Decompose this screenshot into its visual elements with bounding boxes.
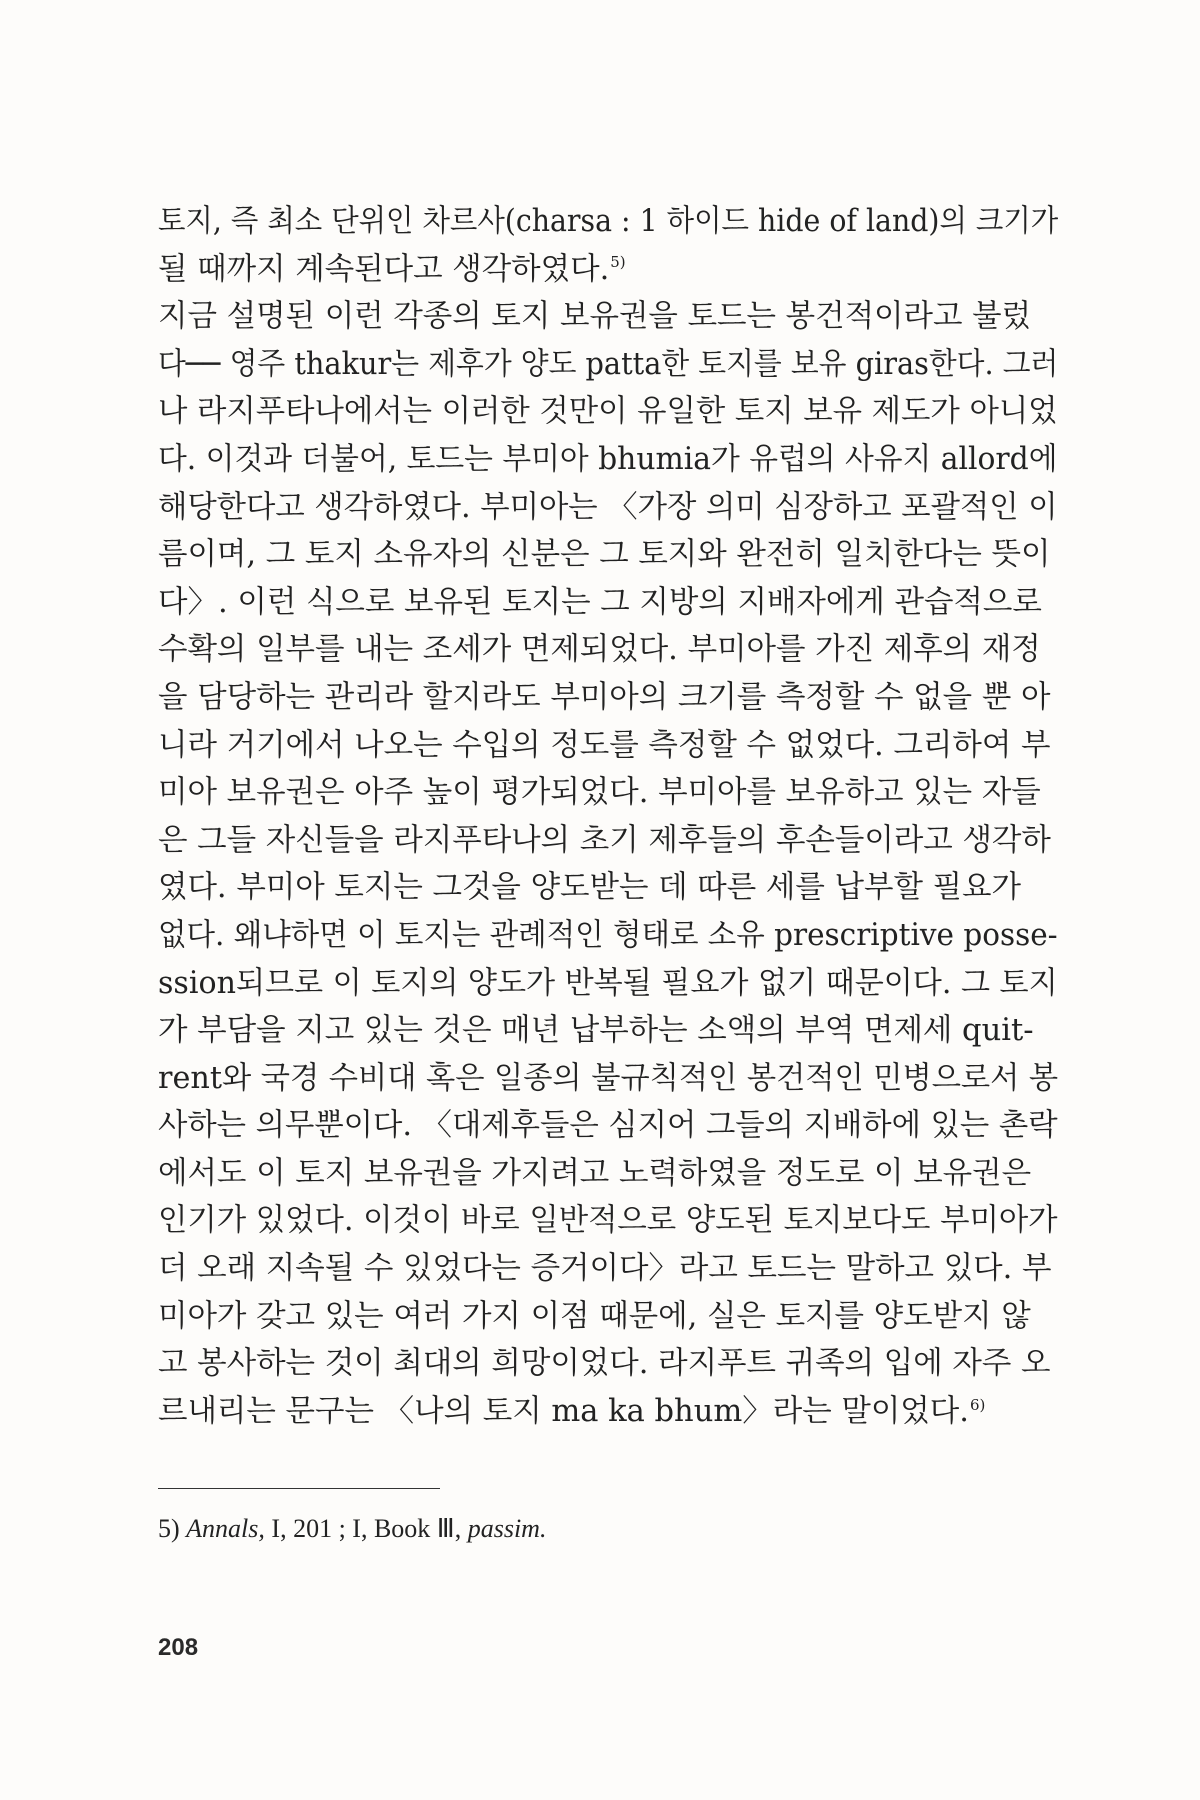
text-line-content: 미아 보유권은 아주 높이 평가되었다. 부미아를 보유하고 있는 자들 (158, 775, 1041, 811)
text-line (158, 1293, 1058, 1341)
footnote-passim: passim. (467, 1514, 547, 1543)
text-line-content: 미아가 갖고 있는 여러 가지 이점 때문에, 실은 토지를 양도받지 않 (158, 1298, 1031, 1334)
text-line-content: 가 부담을 지고 있는 것은 매년 납부하는 소액의 부역 면제세 quit- (158, 1013, 1034, 1049)
text-line-content: 될 때까지 계속된다고 생각하였다. (158, 251, 610, 287)
footnote-number: 5) (158, 1514, 180, 1543)
text-line-content: 나 라지푸타나에서는 이러한 것만이 유일한 토지 보유 제도가 아니었 (158, 394, 1058, 430)
text-line (158, 769, 1058, 817)
text-line-content: 니라 거기에서 나오는 수입의 정도를 측정할 수 없었다. 그리하여 부 (158, 727, 1051, 763)
text-line (158, 1340, 1058, 1388)
text-line (158, 293, 1058, 341)
text-line-content: 사하는 의무뿐이다. 〈대제후들은 심지어 그들의 지배하에 있는 촌락 (158, 1108, 1058, 1144)
text-line-content: 수확의 일부를 내는 조세가 면제되었다. 부미아를 가진 제후의 재정 (158, 632, 1041, 668)
text-line-content: 없다. 왜냐하면 이 토지는 관례적인 형태로 소유 prescriptive posse- (158, 917, 1058, 953)
text-line (158, 960, 1058, 1008)
text-line (158, 1007, 1058, 1055)
text-line-content: 다〉. 이런 식으로 보유된 토지는 그 지방의 지배자에게 관습적으로 (158, 584, 1042, 620)
text-line-content: 을 담당하는 관리라 할지라도 부미아의 크기를 측정할 수 없을 뿐 아 (158, 679, 1051, 715)
text-line-content: 다── 영주 thakur는 제후가 양도 patta한 토지를 보유 giras한다. 그러 (158, 346, 1058, 382)
text-line (158, 722, 1058, 770)
text-line (158, 436, 1058, 484)
text-line (158, 531, 1058, 579)
text-line (158, 341, 1058, 389)
text-line-content: 인기가 있었다. 이것이 바로 일반적으로 양도된 토지보다도 부미아가 (158, 1203, 1058, 1239)
text-line-content: 르내리는 문구는 〈나의 토지 ma ka bhum〉라는 말이었다. (158, 1393, 969, 1429)
text-line (158, 674, 1058, 722)
text-line (158, 626, 1058, 674)
text-line-content: 은 그들 자신들을 라지푸타나의 초기 제후들의 후손들이라고 생각하 (158, 822, 1051, 858)
footnote-reference: 5) (610, 253, 626, 272)
text-line-content: 다. 이것과 더불어, 토드는 부미아 bhumia가 유럽의 사유지 allord에 (158, 441, 1058, 477)
text-line-content: 름이며, 그 토지 소유자의 신분은 그 토지와 완전히 일치한다는 뜻이 (158, 537, 1051, 573)
footnote-detail: I, 201 ; I, Book Ⅲ, (264, 1514, 462, 1543)
page-number: 208 (158, 1634, 199, 1661)
text-line-content: 더 오래 지속될 수 있었다는 증거이다〉라고 토드는 말하고 있다. 부 (158, 1251, 1052, 1287)
text-line (158, 1388, 1058, 1436)
text-line-content: rent와 국경 수비대 혹은 일종의 불규칙적인 봉건적인 민병으로서 봉 (158, 1060, 1058, 1096)
text-line (158, 864, 1058, 912)
text-line (158, 579, 1058, 627)
text-line (158, 1102, 1058, 1150)
text-line (158, 198, 1058, 246)
text-line (158, 1197, 1058, 1245)
text-line-content: 해당한다고 생각하였다. 부미아는 〈가장 의미 심장하고 포괄적인 이 (158, 489, 1058, 525)
footnote-source-title: Annals, (186, 1514, 265, 1543)
text-line (158, 388, 1058, 436)
text-line (158, 484, 1058, 532)
footnote-5 (158, 1514, 546, 1544)
text-line (158, 1245, 1058, 1293)
text-line (158, 1150, 1058, 1198)
text-line-content: ssion되므로 이 토지의 양도가 반복될 필요가 없기 때문이다. 그 토지 (158, 965, 1058, 1001)
text-line-content: 에서도 이 토지 보유권을 가지려고 노력하였을 정도로 이 보유권은 (158, 1155, 1032, 1191)
text-line (158, 246, 1058, 294)
text-line (158, 817, 1058, 865)
text-line-content: 고 봉사하는 것이 최대의 희망이었다. 라지푸트 귀족의 입에 자주 오 (158, 1346, 1051, 1382)
text-line-content: 였다. 부미아 토지는 그것을 양도받는 데 따른 세를 납부할 필요가 (158, 870, 1021, 906)
body-text (158, 198, 1058, 1435)
text-line (158, 912, 1058, 960)
footnote-reference: 6) (969, 1395, 986, 1414)
text-line-content: 지금 설명된 이런 각종의 토지 보유권을 토드는 봉건적이라고 불렀 (158, 299, 1032, 335)
text-line (158, 1055, 1058, 1103)
footnote-divider (158, 1488, 440, 1489)
text-line-content: 토지, 즉 최소 단위인 차르사(charsa : 1 하이드 hide of land)의 크기가 (158, 204, 1058, 239)
